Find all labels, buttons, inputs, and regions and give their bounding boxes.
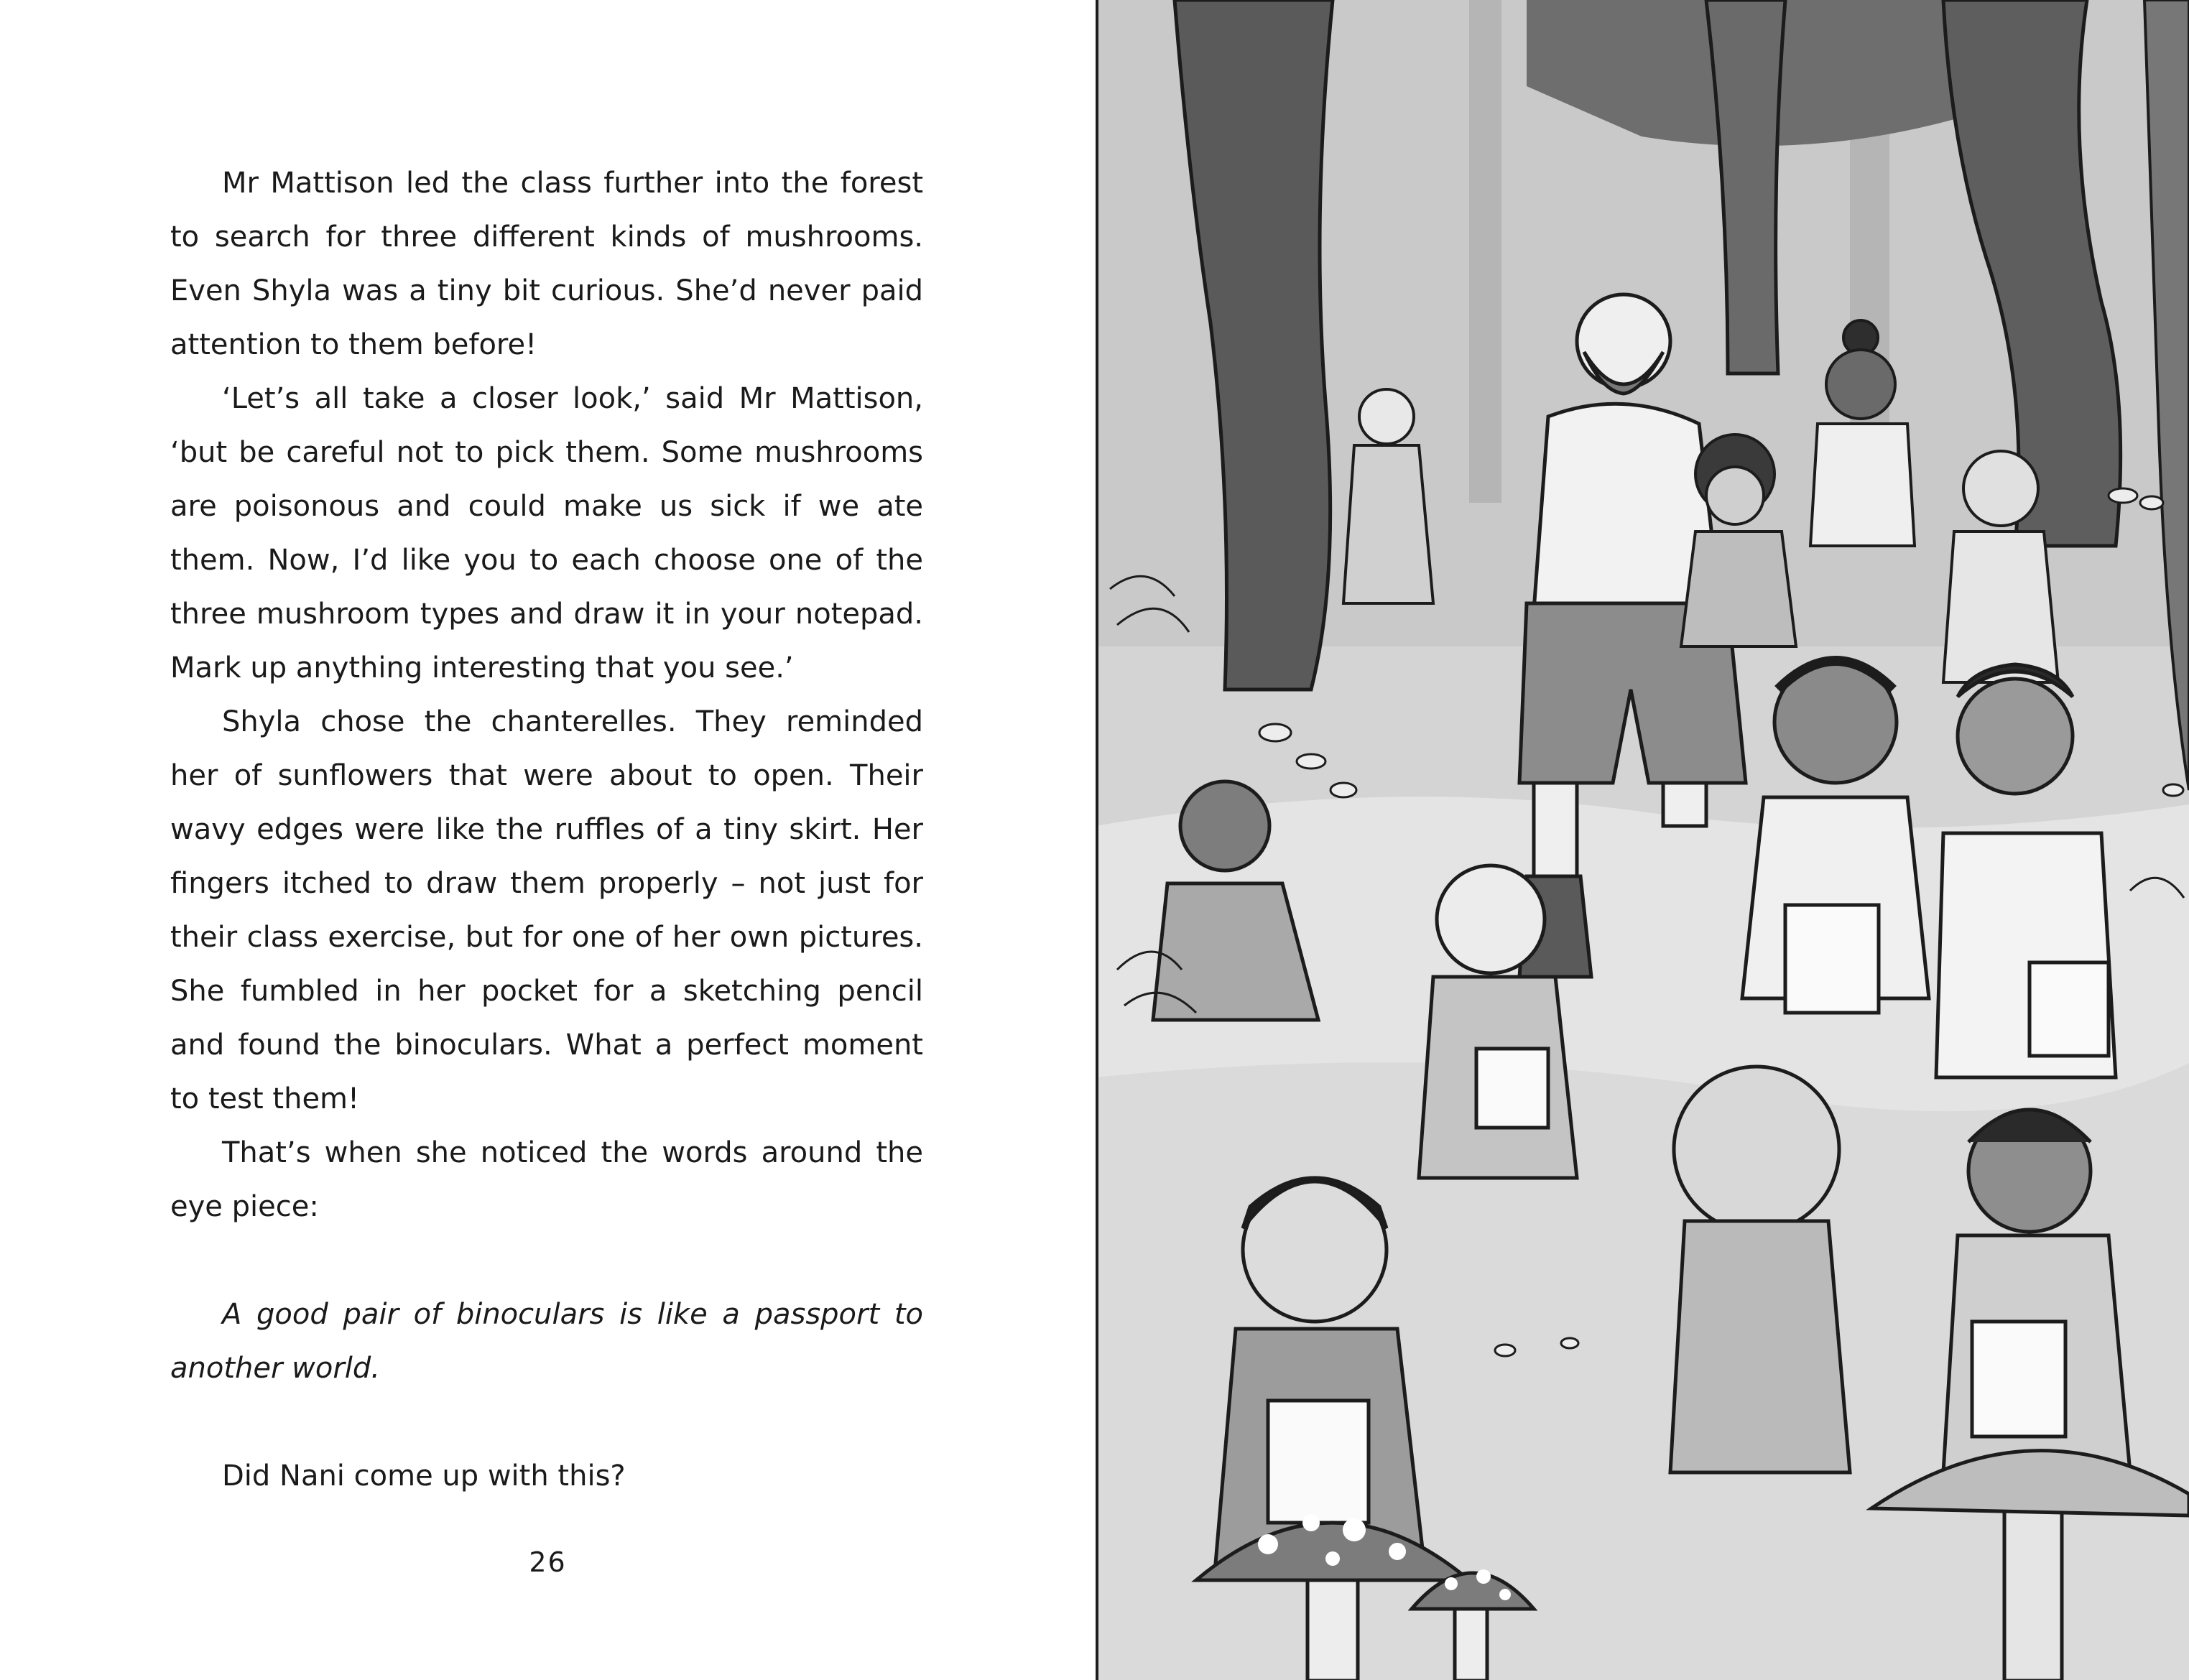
notepad-curly-boy (2030, 962, 2109, 1056)
paragraph-3: Shyla chose the chanterelles. They reminded her of sunflowers that were about to open. Their wavy edges were like the ruffles of a tiny skirt. Her fingers itched to draw them properly – not just for their class exercise, but for one of her own pictures. She fumbled in her pocket for a sketching pencil and found the binoculars. What a perfect moment to test them! (170, 705, 923, 1115)
closing-line: Did Nani come up with this? (222, 1459, 626, 1493)
teacher-leg-left (1534, 783, 1577, 876)
notepad-braided-girl (1268, 1401, 1369, 1523)
notepad-ponytail-girl (1972, 1322, 2065, 1437)
child-fluffy-hair-back (1670, 1067, 1850, 1472)
paragraph-2: ‘Let’s all take a closer look,’ said Mr Mattison, ‘but be careful not to pick them. Some mushrooms are poisonous and could make us sick if we ate them. Now, I’d like you to each choose one of the three mushroom types and draw it in your notepad. Mark up anything interesting that you see.’ (170, 382, 923, 684)
notepad-kneeling-boy (1476, 1049, 1548, 1128)
paragraph-4: That’s when she noticed the words around the eye piece: (170, 1136, 923, 1223)
teacher-head (1577, 294, 1670, 388)
paragraph-1: Mr Mattison led the class further into the forest to search for three different kinds of mushrooms. Even Shyla was a tiny bit curious. She’d never paid attention to them before! (170, 167, 923, 361)
forest-class-illustration (1096, 0, 2189, 1680)
teacher-leg-right (1663, 783, 1706, 826)
story-text (170, 157, 923, 1503)
page-gutter-edge (1096, 0, 1098, 1680)
forest-scene-drawing (1096, 0, 2189, 1680)
notepad-headband-girl (1785, 905, 1879, 1013)
binocular-inscription-quote: A good pair of binoculars is like a passport to another world. (170, 1298, 923, 1385)
page-number: 26 (529, 1546, 567, 1578)
